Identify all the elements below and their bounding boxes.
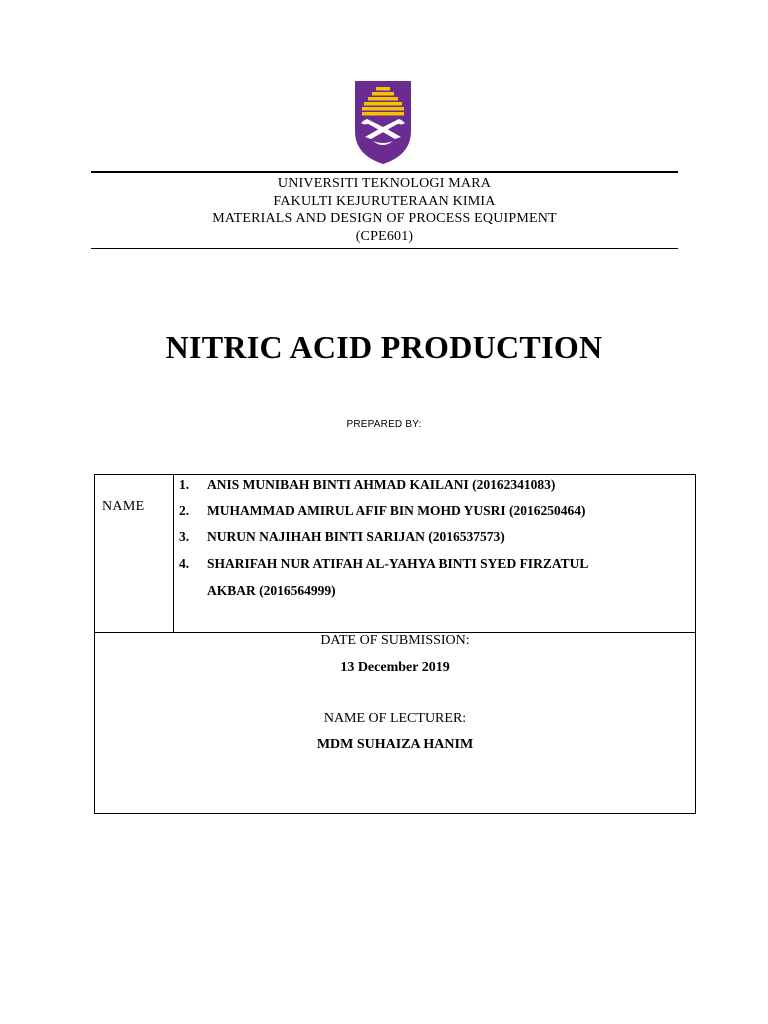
submission-label: DATE OF SUBMISSION: (320, 633, 470, 648)
member-name: ANIS MUNIBAH BINTI AHMAD KAILANI (20162341083) (207, 477, 556, 492)
course-name: MATERIALS AND DESIGN OF PROCESS EQUIPMENT (212, 211, 557, 226)
members-list (174, 475, 695, 632)
member-number: 4. (179, 556, 190, 571)
name-cell (95, 475, 174, 632)
header-bottom-rule (91, 248, 678, 249)
list-item (179, 472, 555, 498)
document-title: NITRIC ACID PRODUCTION (165, 329, 603, 365)
institution-header (91, 175, 678, 245)
member-name-continuation: AKBAR (2016564999) (207, 583, 336, 598)
university-name: UNIVERSITI TEKNOLOGI MARA (277, 176, 492, 191)
list-item (179, 551, 588, 577)
lecturer-name: MDM SUHAIZA HANIM (316, 737, 474, 752)
member-number: 3. (179, 529, 190, 544)
member-name: SHARIFAH NUR ATIFAH AL-YAHYA BINTI SYED FIRZATUL (207, 556, 589, 571)
submission-date: 13 December 2019 (340, 660, 450, 675)
prepared-by-label: PREPARED BY: (346, 419, 422, 430)
members-row (95, 475, 695, 633)
submission-row (95, 633, 695, 813)
member-number: 1. (179, 477, 190, 492)
member-number: 2. (179, 503, 190, 518)
list-item (179, 524, 505, 550)
header-top-rule (91, 171, 678, 173)
lecturer-label: NAME OF LECTURER: (323, 711, 467, 726)
name-label: NAME (102, 499, 145, 514)
uitm-crest-icon (351, 79, 415, 165)
member-name: MUHAMMAD AMIRUL AFIF BIN MOHD YUSRI (2016250464) (207, 503, 586, 518)
course-code: (CPE601) (355, 228, 414, 244)
list-item (179, 498, 585, 524)
member-name: NURUN NAJIHAH BINTI SARIJAN (2016537573) (207, 529, 505, 544)
info-table (94, 474, 696, 814)
faculty-name: FAKULTI KEJURUTERAAN KIMIA (273, 193, 496, 209)
